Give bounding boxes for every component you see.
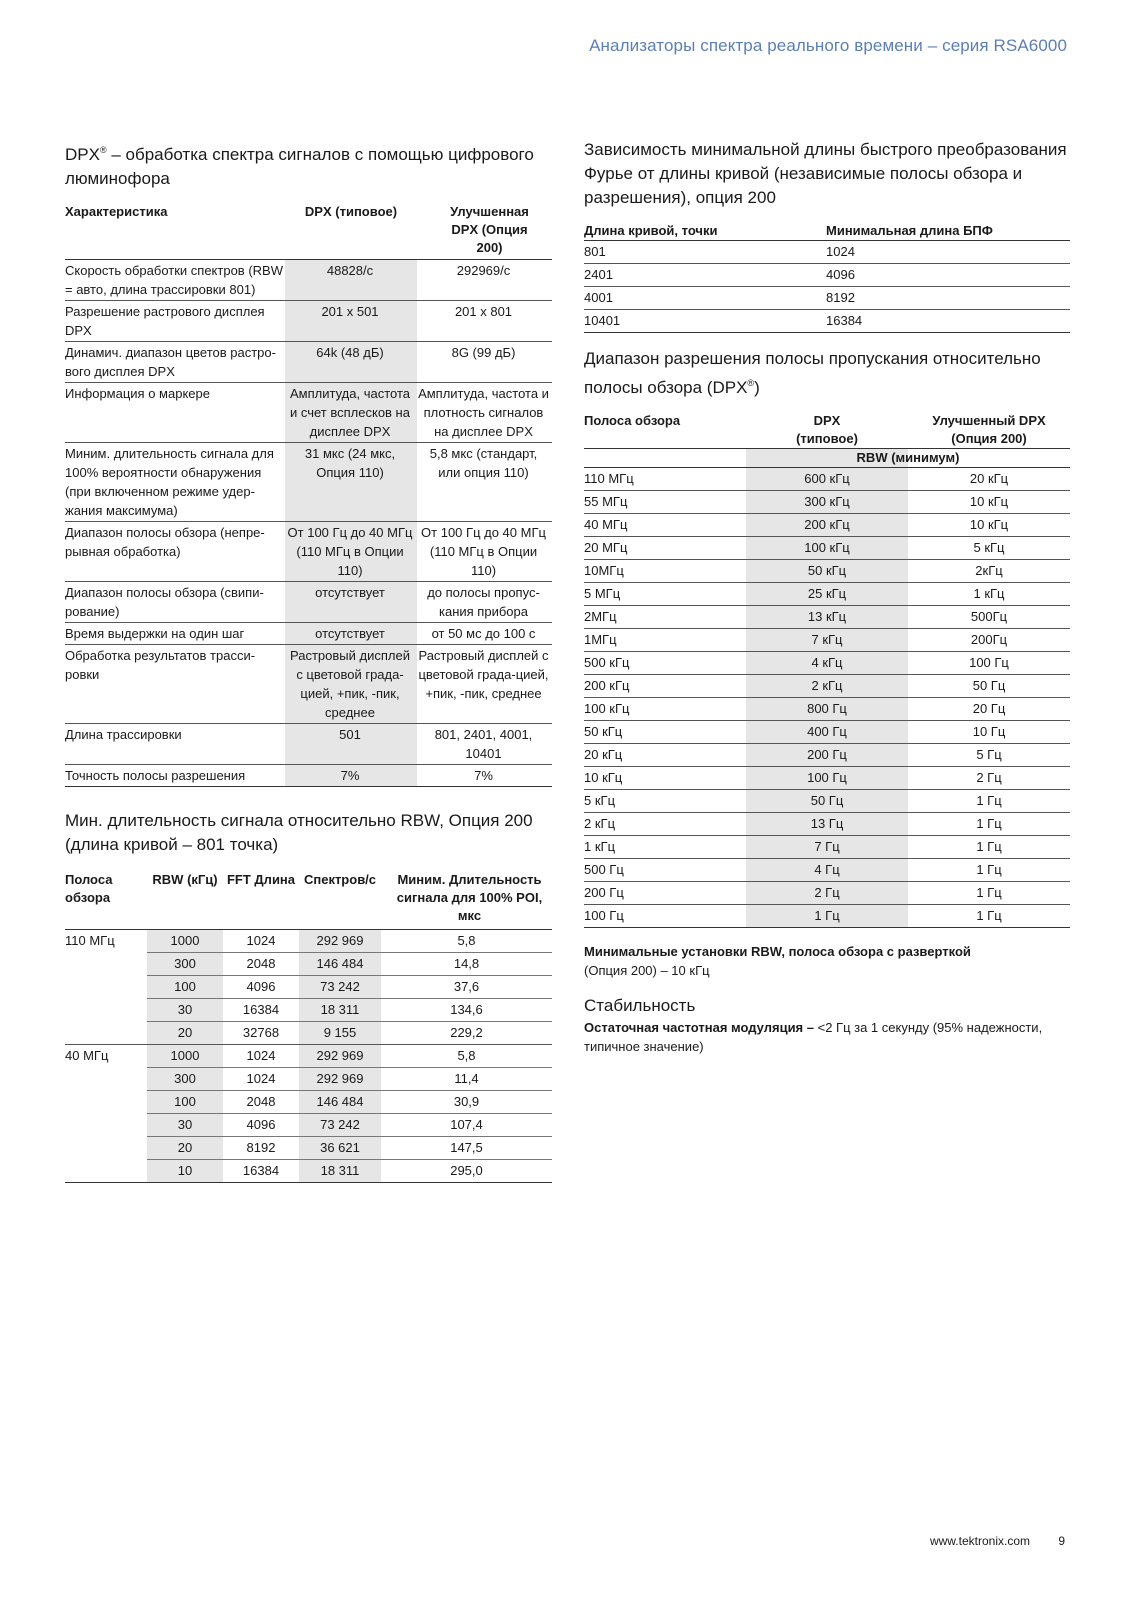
rbw-range-table	[584, 412, 1070, 928]
table-cell: 2048	[223, 953, 299, 976]
table-cell: 292969/с	[417, 260, 552, 301]
table-cell: 10 кГц	[584, 767, 746, 790]
rbw-subheader: RBW (минимум)	[746, 449, 1070, 468]
table-cell: 7%	[417, 765, 552, 787]
min-duration-table	[65, 871, 552, 1183]
table-cell: 8192	[223, 1137, 299, 1160]
table-row	[584, 606, 1070, 629]
table-cell: 4096	[223, 976, 299, 999]
column-header: Миним. Длительность сигнала для 100% POI, мкс	[396, 872, 543, 923]
table-cell: 2401	[584, 264, 826, 287]
document-header-title: Анализаторы спектра реального времени – серия RSA6000	[589, 36, 1067, 55]
table-cell: 292 969	[299, 1045, 381, 1068]
column-header: Характеристика	[65, 203, 285, 260]
table-row	[65, 724, 552, 765]
table-cell: 1 Гц	[908, 813, 1070, 836]
table-row	[65, 765, 552, 787]
table-cell: 400 Гц	[746, 721, 908, 744]
table-row	[584, 264, 1070, 287]
table-row	[584, 537, 1070, 560]
table-cell: 30	[147, 999, 223, 1022]
table-cell: 50 кГц	[746, 560, 908, 583]
table-row	[584, 468, 1070, 491]
table-cell: 1 кГц	[908, 583, 1070, 606]
table-cell: 1024	[223, 930, 299, 953]
rbw-section-title: Диапазон разрешения полосы пропускания относительно полосы обзора (DPX®)	[584, 349, 1041, 397]
table-cell: 200 кГц	[584, 675, 746, 698]
row-label: Динамич. диапазон цветов растро-вого дисплея DPX	[65, 342, 285, 383]
table-row	[65, 1114, 552, 1137]
table-cell: 20	[147, 1022, 223, 1045]
table-row	[584, 652, 1070, 675]
table-cell: 18 311	[299, 1160, 381, 1183]
row-label: Диапазон полосы обзора (свипи-рование)	[65, 582, 285, 623]
table-cell: 4 Гц	[746, 859, 908, 882]
table-row	[65, 1068, 552, 1091]
table-cell: 20 кГц	[908, 468, 1070, 491]
table-cell: 146 484	[299, 953, 381, 976]
span-cell	[65, 1137, 147, 1160]
table-cell: 4096	[223, 1114, 299, 1137]
table-cell: 5 МГц	[584, 583, 746, 606]
table-cell: 201 x 501	[285, 301, 417, 342]
table-cell: 20 Гц	[908, 698, 1070, 721]
table-row	[65, 953, 552, 976]
dpx-spec-table	[65, 203, 552, 787]
table-cell: 200 Гц	[584, 882, 746, 905]
row-label: Диапазон полосы обзора (непре-рывная обработка)	[65, 522, 285, 582]
table-cell: 2 кГц	[746, 675, 908, 698]
table-row	[65, 1137, 552, 1160]
table-cell: 1024	[826, 241, 1070, 264]
table-cell: отсутствует	[285, 582, 417, 623]
table-cell: 300	[147, 953, 223, 976]
table-cell: 5 кГц	[908, 537, 1070, 560]
table-cell: 500 кГц	[584, 652, 746, 675]
table-cell: Амплитуда, частота и счет всплесков на дисплее DPX	[285, 383, 417, 443]
table-cell: 1 Гц	[908, 905, 1070, 928]
column-header: Спектров/с	[303, 872, 377, 887]
table-cell: 501	[285, 724, 417, 765]
table-cell: 48828/с	[285, 260, 417, 301]
table-cell: 20 МГц	[584, 537, 746, 560]
table-row	[584, 675, 1070, 698]
span-cell	[65, 1091, 147, 1114]
table-cell: 1024	[223, 1045, 299, 1068]
table-cell: 100 Гц	[746, 767, 908, 790]
table-cell: От 100 Гц до 40 МГц (110 МГц в Опции 110)	[285, 522, 417, 582]
table-cell: 2 Гц	[746, 882, 908, 905]
column-header: DPX (типовое)	[796, 413, 858, 446]
footer-url: www.tektronix.com	[929, 1534, 1030, 1548]
table-row	[65, 260, 552, 301]
row-label: Время выдержки на один шаг	[65, 623, 285, 645]
table-row	[65, 522, 552, 582]
table-cell: 73 242	[299, 976, 381, 999]
table-cell: 2048	[223, 1091, 299, 1114]
table-cell: 30,9	[381, 1091, 552, 1114]
table-row	[584, 721, 1070, 744]
table-cell: 10	[147, 1160, 223, 1183]
table-cell: 50 кГц	[584, 721, 746, 744]
table-cell: 10 Гц	[908, 721, 1070, 744]
table-cell: 801, 2401, 4001, 10401	[417, 724, 552, 765]
span-cell	[65, 999, 147, 1022]
table-row	[65, 1160, 552, 1183]
table-cell: 500 Гц	[584, 859, 746, 882]
table-cell: От 100 Гц до 40 МГц (110 МГц в Опции 110)	[417, 522, 552, 582]
column-header: Длина кривой, точки	[584, 222, 826, 241]
table-cell: 5 кГц	[584, 790, 746, 813]
row-label: Точность полосы разрешения	[65, 765, 285, 787]
rbw-note-label: Минимальные установки RBW, полоса обзора с разверткой	[584, 944, 971, 959]
row-label: Разрешение растрового дисплея DPX	[65, 301, 285, 342]
table-cell: 100	[147, 976, 223, 999]
table-row	[65, 930, 552, 953]
stability-label: Остаточная частотная модуляция –	[584, 1020, 814, 1035]
table-cell: 201 x 801	[417, 301, 552, 342]
table-cell: 10 кГц	[908, 491, 1070, 514]
table-row	[584, 790, 1070, 813]
table-cell: 7%	[285, 765, 417, 787]
column-header: FFT Длина	[226, 872, 296, 887]
table-cell: 100 кГц	[746, 537, 908, 560]
table-cell: 5,8	[381, 1045, 552, 1068]
table-cell: 100 Гц	[584, 905, 746, 928]
column-header: RBW (кГц)	[152, 872, 218, 887]
table-row	[65, 623, 552, 645]
column-header: DPX (типовое)	[285, 203, 417, 260]
span-cell	[65, 1114, 147, 1137]
table-cell: 1 Гц	[908, 882, 1070, 905]
table-row	[584, 491, 1070, 514]
table-cell: 13 Гц	[746, 813, 908, 836]
table-cell: 146 484	[299, 1091, 381, 1114]
table-cell: 292 969	[299, 930, 381, 953]
table-cell: 1 кГц	[584, 836, 746, 859]
table-cell: 500Гц	[908, 606, 1070, 629]
table-cell: 200 кГц	[746, 514, 908, 537]
table-cell: 64k (48 дБ)	[285, 342, 417, 383]
table-cell: Растровый дисплей с цветовой града-цией, +пик, -пик, среднее	[285, 645, 417, 724]
right-column	[584, 138, 1070, 1056]
table-row	[65, 1045, 552, 1068]
table-row	[584, 241, 1070, 264]
table-cell: 13 кГц	[746, 606, 908, 629]
table-cell: 600 кГц	[746, 468, 908, 491]
table-cell: 18 311	[299, 999, 381, 1022]
table-cell: 7 кГц	[746, 629, 908, 652]
span-cell	[65, 976, 147, 999]
table-cell: 1 Гц	[908, 790, 1070, 813]
table-row	[584, 744, 1070, 767]
table-cell: 50 Гц	[908, 675, 1070, 698]
table-row	[65, 342, 552, 383]
table-cell: 200 Гц	[746, 744, 908, 767]
column-header: Минимальная длина БПФ	[826, 222, 1070, 241]
table-cell: 800 Гц	[746, 698, 908, 721]
table-row	[584, 560, 1070, 583]
table-cell: 2МГц	[584, 606, 746, 629]
table-row	[584, 813, 1070, 836]
stability-section-title: Стабильность	[584, 996, 696, 1015]
table-cell: 300	[147, 1068, 223, 1091]
table-cell: 50 Гц	[746, 790, 908, 813]
column-header: Улучшенный DPX (Опция 200)	[932, 413, 1046, 446]
table-cell: 295,0	[381, 1160, 552, 1183]
left-column	[65, 138, 552, 1183]
table-row	[584, 836, 1070, 859]
dpx-section-title: DPX® – обработка спектра сигналов с помощью цифрового люминофора	[65, 145, 534, 188]
table-cell: 4001	[584, 287, 826, 310]
table-row	[65, 999, 552, 1022]
table-row	[65, 383, 552, 443]
table-cell: 10401	[584, 310, 826, 333]
table-row	[65, 582, 552, 623]
table-cell: 229,2	[381, 1022, 552, 1045]
column-header: Улучшенная DPX (Опция 200)	[417, 203, 552, 260]
table-cell: 100	[147, 1091, 223, 1114]
row-label: Длина трассировки	[65, 724, 285, 765]
table-cell: 110 МГц	[584, 468, 746, 491]
stability-note	[584, 1018, 1070, 1056]
table-cell: 20 кГц	[584, 744, 746, 767]
span-cell	[65, 1022, 147, 1045]
table-cell: 300 кГц	[746, 491, 908, 514]
table-cell: 1024	[223, 1068, 299, 1091]
span-cell	[65, 1160, 147, 1183]
table-row	[584, 882, 1070, 905]
min-duration-section-title: Мин. длительность сигнала относительно RBW, Опция 200 (длина кривой – 801 точка)	[65, 811, 533, 854]
table-cell: 16384	[826, 310, 1070, 333]
table-row	[584, 514, 1070, 537]
table-cell: 134,6	[381, 999, 552, 1022]
table-cell: отсутствует	[285, 623, 417, 645]
table-cell: 20	[147, 1137, 223, 1160]
row-label: Информация о маркере	[65, 383, 285, 443]
table-cell: 2 Гц	[908, 767, 1070, 790]
table-cell: 5 Гц	[908, 744, 1070, 767]
table-cell: 8192	[826, 287, 1070, 310]
table-cell: 31 мкс (24 мкс, Опция 110)	[285, 443, 417, 522]
column-header: Полоса обзора	[584, 413, 681, 428]
table-row	[65, 1022, 552, 1045]
table-cell: 73 242	[299, 1114, 381, 1137]
table-cell: 1 Гц	[746, 905, 908, 928]
table-row	[65, 645, 552, 724]
table-cell: 5,8	[381, 930, 552, 953]
table-cell: 55 МГц	[584, 491, 746, 514]
span-cell	[65, 953, 147, 976]
row-label: Миним. длительность сигнала для 100% вероятности обнаружения (при включенном режиме удер-жания максимума)	[65, 443, 285, 522]
table-cell: Амплитуда, частота и плотность сигналов на дисплее DPX	[417, 383, 552, 443]
table-cell: 7 Гц	[746, 836, 908, 859]
table-row	[584, 310, 1070, 333]
table-cell: 32768	[223, 1022, 299, 1045]
table-row	[584, 767, 1070, 790]
table-cell: 1МГц	[584, 629, 746, 652]
table-cell: 2 кГц	[584, 813, 746, 836]
table-cell: 30	[147, 1114, 223, 1137]
table-cell: 11,4	[381, 1068, 552, 1091]
table-row	[584, 698, 1070, 721]
table-cell: 37,6	[381, 976, 552, 999]
span-cell: 40 МГц	[65, 1045, 147, 1068]
table-row	[584, 859, 1070, 882]
table-cell: 16384	[223, 999, 299, 1022]
table-cell: до полосы пропус-кания прибора	[417, 582, 552, 623]
table-cell: 200Гц	[908, 629, 1070, 652]
table-cell: 4096	[826, 264, 1070, 287]
table-cell: от 50 мс до 100 с	[417, 623, 552, 645]
table-cell: Растровый дисплей с цветовой града-цией, +пик, -пик, среднее	[417, 645, 552, 724]
table-cell: 8G (99 дБ)	[417, 342, 552, 383]
table-cell: 14,8	[381, 953, 552, 976]
column-header: Полоса обзора	[65, 872, 113, 905]
table-row	[65, 301, 552, 342]
table-cell: 10МГц	[584, 560, 746, 583]
table-row	[584, 287, 1070, 310]
fft-section-title: Зависимость минимальной длины быстрого преобразования Фурье от длины кривой (независимые полосы обзора и разрешения), опция 200	[584, 140, 1067, 207]
span-cell	[65, 1068, 147, 1091]
span-cell: 110 МГц	[65, 930, 147, 953]
table-cell: 1000	[147, 930, 223, 953]
table-row	[584, 583, 1070, 606]
row-label: Обработка результатов трасси-ровки	[65, 645, 285, 724]
rbw-note-value: (Опция 200) – 10 кГц	[584, 963, 710, 978]
table-cell: 16384	[223, 1160, 299, 1183]
row-label: Скорость обработки спектров (RBW = авто, длина трассировки 801)	[65, 260, 285, 301]
table-cell: 100 Гц	[908, 652, 1070, 675]
table-cell: 107,4	[381, 1114, 552, 1137]
table-cell: 4 кГц	[746, 652, 908, 675]
table-cell: 40 МГц	[584, 514, 746, 537]
rbw-note	[584, 942, 1070, 980]
table-row	[65, 976, 552, 999]
table-cell: 1 Гц	[908, 859, 1070, 882]
table-cell: 5,8 мкс (стандарт, или опция 110)	[417, 443, 552, 522]
table-cell: 2кГц	[908, 560, 1070, 583]
fft-length-table	[584, 222, 1070, 333]
table-cell: 100 кГц	[584, 698, 746, 721]
table-cell: 292 969	[299, 1068, 381, 1091]
footer-page-number: 9	[1058, 1534, 1065, 1548]
table-row	[584, 629, 1070, 652]
table-cell: 10 кГц	[908, 514, 1070, 537]
table-cell: 801	[584, 241, 826, 264]
table-cell: 9 155	[299, 1022, 381, 1045]
table-cell: 1000	[147, 1045, 223, 1068]
table-row	[584, 905, 1070, 928]
table-cell: 36 621	[299, 1137, 381, 1160]
stability-value: <2 Гц за 1 секунду (95% надежности, типичное значение)	[584, 1020, 1043, 1054]
table-cell: 1 Гц	[908, 836, 1070, 859]
table-row	[65, 1091, 552, 1114]
table-row	[65, 443, 552, 522]
table-cell: 25 кГц	[746, 583, 908, 606]
table-cell: 147,5	[381, 1137, 552, 1160]
